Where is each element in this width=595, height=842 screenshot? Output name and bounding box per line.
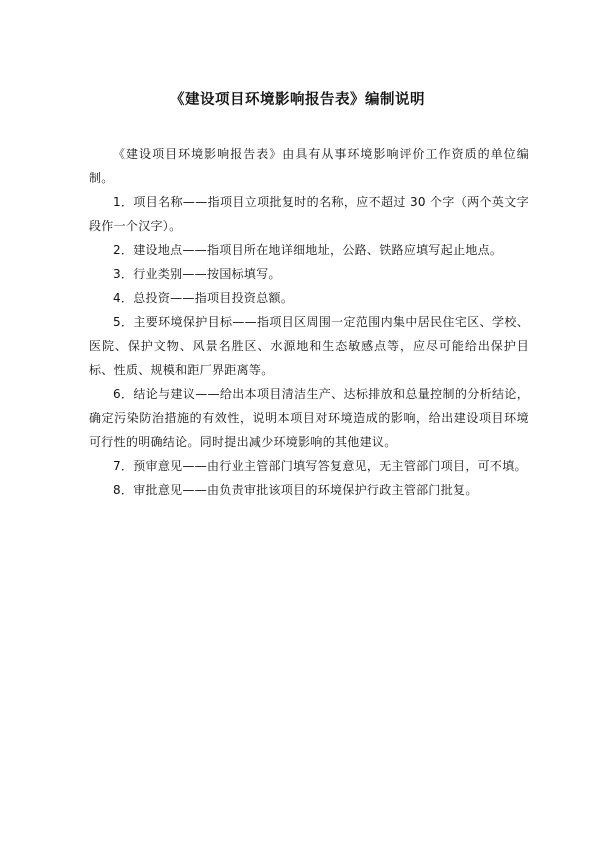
paragraph-total-investment: 4．总投资——指项目投资总额。 (113, 291, 294, 305)
paragraph-intro: 《建设项目环境影响报告表》由具有从事环境影响评价工作资质的单位编制。 (89, 147, 529, 185)
paragraph-approval-opinion: 8．审批意见——由负责审批该项目的环境保护行政主管部门批复。 (113, 483, 478, 497)
document-title: 《建设项目环境影响报告表》编制说明 (170, 92, 425, 108)
paragraph-project-name: 1．项目名称——指项目立项批复时的名称，应不超过 30 个字（两个英文字段作一个汉字）。 (89, 195, 529, 233)
paragraph-construction-site: 2．建设地点——指项目所在地详细地址，公路、铁路应填写起止地点。 (113, 243, 503, 257)
paragraph-protection-targets: 5．主要环境保护目标——指项目区周围一定范围内集中居民住宅区、学校、医院、保护文物、风景名胜区、水源地和生态敏感点等，应尽可能给出保护目标、性质、规模和距厂界距离等。 (89, 315, 529, 377)
paragraph-conclusions: 6．结论与建议——给出本项目清洁生产、达标排放和总量控制的分析结论，确定污染防治措施的有效性，说明本项目对环境造成的影响，给出建设项目环境可行性的明确结论。同时提出减少环境影响的其他建议。 (89, 387, 529, 449)
paragraph-industry-category: 3．行业类别——按国标填写。 (113, 267, 281, 281)
paragraph-preliminary-review: 7．预审意见——由行业主管部门填写答复意见，无主管部门项目，可不填。 (113, 459, 527, 473)
document-body (89, 142, 529, 502)
